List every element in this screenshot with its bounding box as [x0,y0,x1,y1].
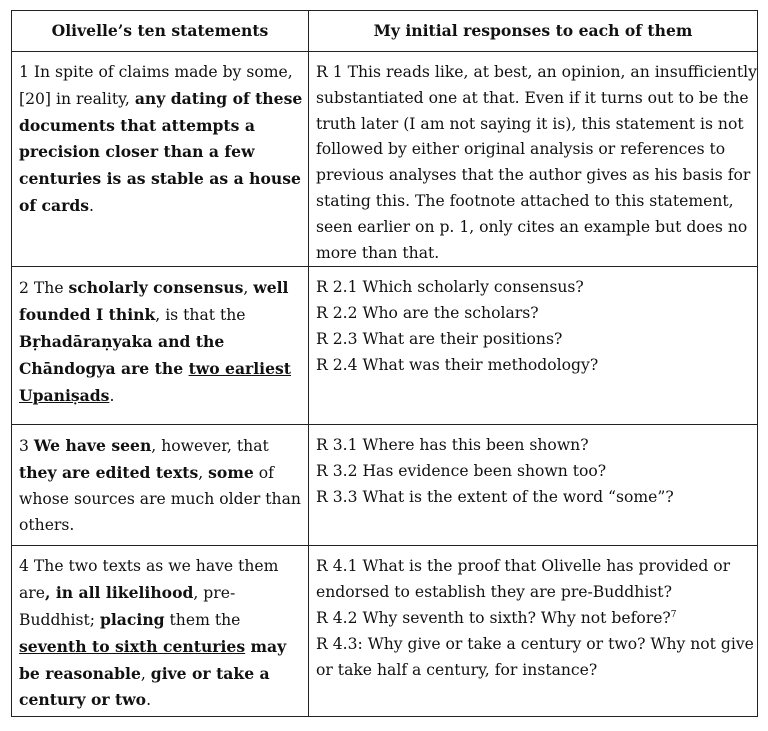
statement-segment: 3 [19,437,34,456]
response-line-text: R 1 This reads like, at best, an opinion, an insufficiently substantiated one at that. Even if it turns out to be the truth later (I am not saying it is), this statement is not followed by either original analysis or references to previous analyses that the author gives as his basis for stating this. The footnote attached to this statement, seen earlier on p. 1, only cites an example but does no more than that. [316,63,757,262]
statement-segment: , however, that [151,437,269,456]
statement-segment: give or take a century or two [19,663,270,710]
response-text [316,52,757,266]
response-line [316,275,757,301]
response-line-text: R 3.2 Has evidence been shown too? [316,462,607,481]
response-text [316,546,757,683]
statement-segment: . [89,196,95,215]
statement-segment: , is that the [155,306,246,325]
statement-cell [12,52,309,267]
response-line [316,632,757,684]
statement-segment: any dating of these documents that attempts a precision closer than a few centuries is as stable as a house of cards [19,88,303,215]
response-line-text: R 3.1 Where has this been shown? [316,436,589,455]
table-row [12,267,758,425]
statement-cell [12,267,309,425]
statement-cell [12,425,309,546]
header-responses: My initial responses to each of them [309,11,758,52]
statement-segment: they are edited texts [19,463,199,483]
response-line-text: R 2.4 What was their methodology? [316,355,599,374]
statement-segment: 2 The [19,279,69,298]
response-line [316,554,757,606]
table-header-row [12,11,758,52]
response-line-text: R 2.2 Who are the scholars? [316,304,539,323]
response-line [316,459,757,485]
response-line [316,301,757,327]
table-row [12,546,758,717]
statement-segment: may be reasonable [19,636,287,683]
statement-segment: scholarly consensus [68,278,244,298]
statement-cell [12,546,309,717]
response-line-text: R 2.3 What are their positions? [316,329,563,348]
statement-segment: 1 In spite of claims made by some,[20] in reality, [19,63,293,108]
response-line [316,327,757,353]
statement-text [19,425,308,538]
statement-segment: of whose sources are much older than others. [19,464,301,534]
statement-segment: 4 The two texts as we have them are [19,557,279,603]
response-line-text: R 3.3 What is the extent of the word “some”? [316,487,674,506]
table-row [12,52,758,267]
table-row [12,425,758,546]
response-cell [309,546,758,717]
response-line [316,606,757,632]
response-text [316,425,757,510]
statement-segment: well founded I think [19,278,289,325]
statement-segment: Bṛhadāraṇyaka and the Chāndogya are the [19,331,225,378]
statement-segment: We have seen [33,436,152,456]
statement-segment: placing [99,609,165,629]
statement-text [19,546,308,714]
response-line [316,433,757,459]
footnote-marker: 7 [670,609,677,620]
response-cell [309,425,758,546]
response-cell [309,267,758,425]
response-line-text: R 4.3: Why give or take a century or two? Why not give or take half a century, for instance? [316,634,754,679]
response-line-text: R 4.1 What is the proof that Olivelle has provided or endorsed to establish they are pre-Buddhist? [316,557,731,602]
statement-segment: , [140,664,151,683]
table-body [12,52,758,717]
header-statements: Olivelle’s ten statements [12,11,309,52]
statement-segment: , [243,279,254,298]
response-line-text: R 4.2 Why seventh to sixth? Why not before? [316,608,671,627]
statement-segment: some [208,463,254,483]
response-cell [309,52,758,267]
statement-segment: . [109,386,115,405]
response-line [316,485,757,511]
response-text [316,267,757,378]
response-line [316,353,757,379]
statement-segment: , [198,464,209,483]
statement-segment: two earliest Upaniṣads [19,358,292,405]
statement-segment: seventh to sixth centuries [19,636,246,656]
statement-segment: . [146,691,152,710]
statement-segment: , in all likelihood [44,583,194,603]
statements-table [11,10,758,717]
statement-segment: them the [164,610,241,629]
statement-text [19,52,308,220]
response-line-text: R 2.1 Which scholarly consensus? [316,278,584,297]
statement-text [19,267,308,409]
response-line [316,60,757,266]
statement-segment: , pre-Buddhist; [19,584,236,629]
